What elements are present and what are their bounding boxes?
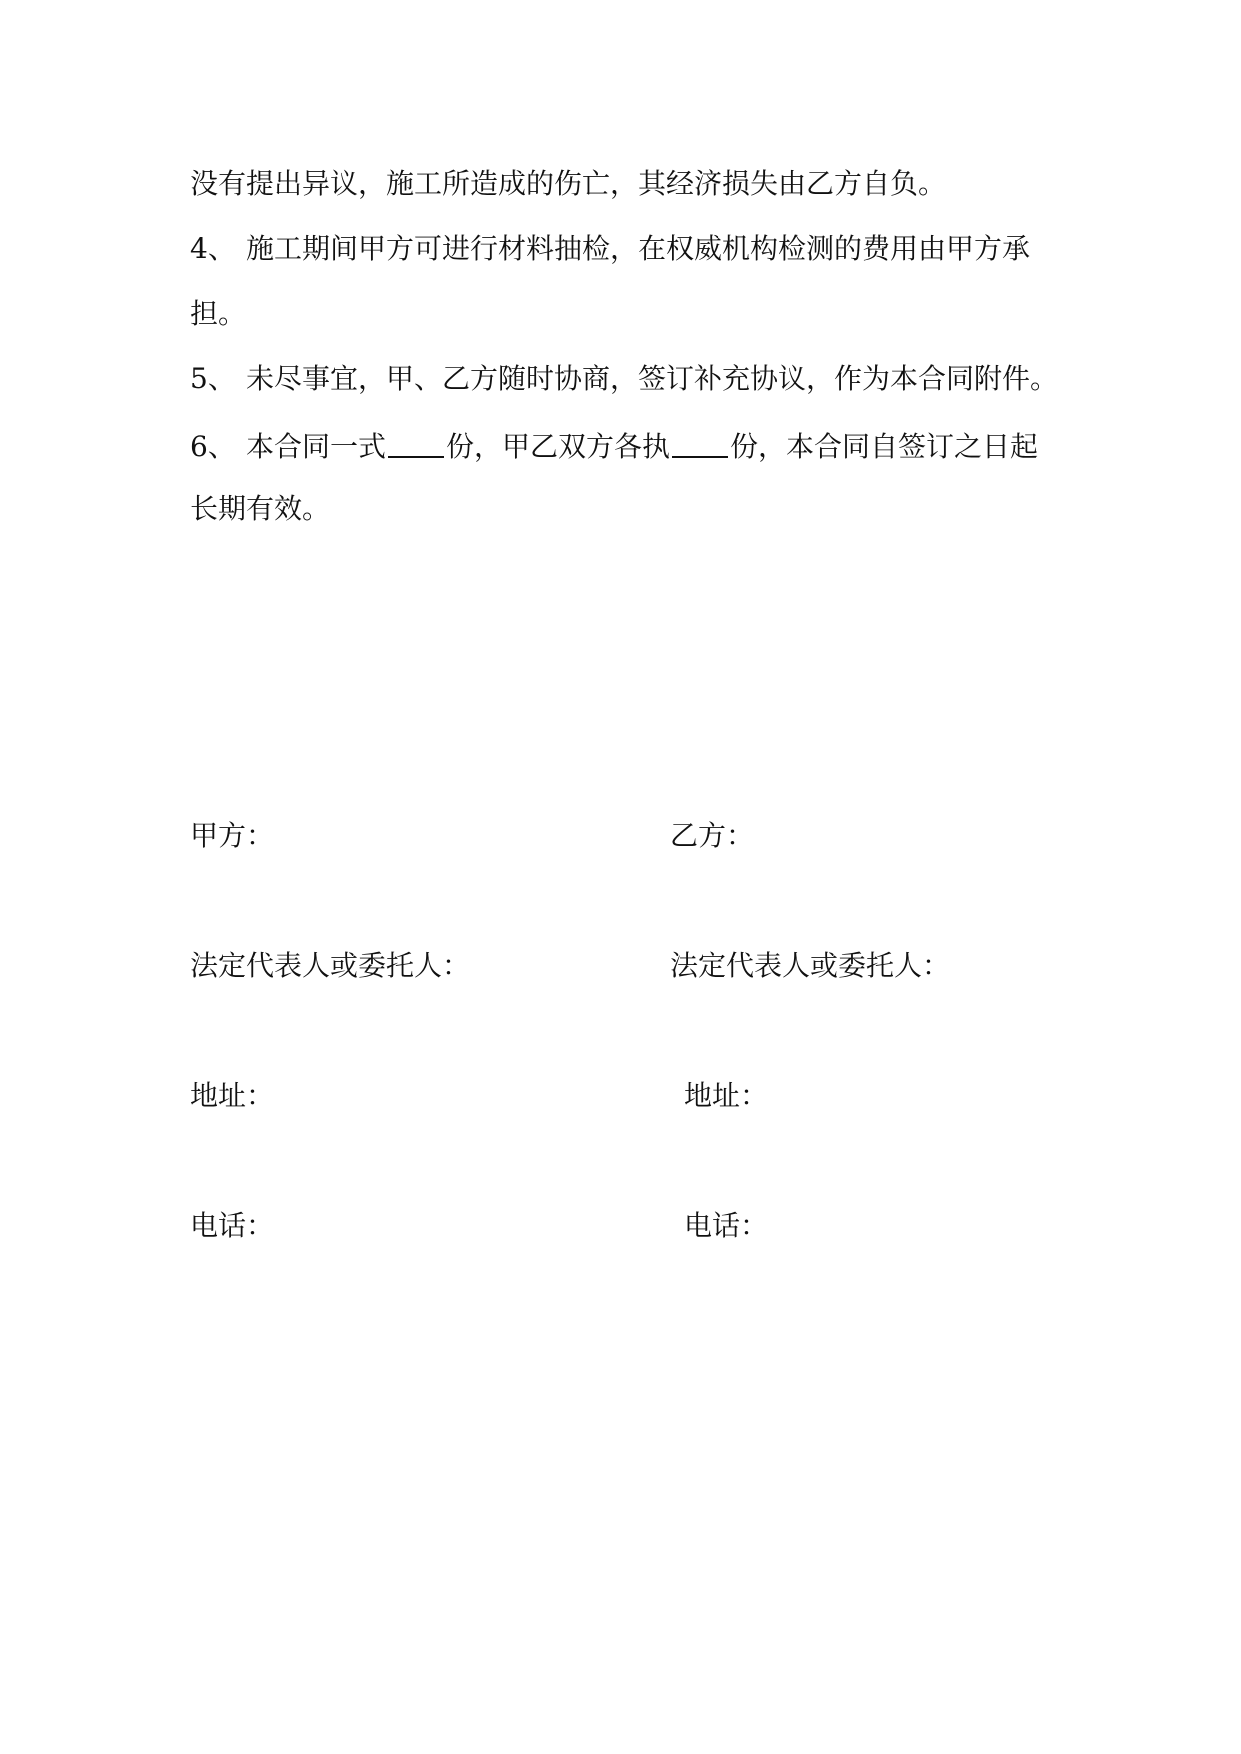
paragraph-line: 没有提出异议，施工所造成的伤亡，其经济损失由乙方自负。 [190,167,947,200]
clause-text: 份，本合同自签订之日起 [730,430,1039,463]
party-b-phone-label: 电话： [684,1209,769,1242]
party-a-address-label: 地址： [190,1079,275,1112]
clause-4-line-2: 担。 [190,297,247,330]
clause-text: 本合同一式 [246,430,387,463]
clause-6-line-2: 长期有效。 [190,492,331,525]
copies-total-blank[interactable] [388,430,444,458]
clause-number: 5、 [190,362,236,395]
party-a-label: 甲方： [190,819,275,852]
party-b-label: 乙方： [670,819,755,852]
clause-number: 6、 [190,430,236,463]
party-a-representative-label: 法定代表人或委托人： [190,949,471,982]
party-b-representative-label: 法定代表人或委托人： [670,949,951,982]
clause-text: 份，甲乙双方各执 [446,430,671,463]
clause-number: 4、 [190,232,236,265]
clause-5-line-1 [190,362,1059,395]
clause-4-line-1 [190,232,1031,265]
clause-6-line-1 [190,430,1038,461]
clause-text: 施工期间甲方可进行材料抽检，在权威机构检测的费用由甲方承 [246,232,1031,265]
party-a-phone-label: 电话： [190,1209,275,1242]
copies-each-blank[interactable] [672,430,728,458]
party-b-address-label: 地址： [684,1079,769,1112]
clause-text: 未尽事宜，甲、乙方随时协商，签订补充协议，作为本合同附件。 [246,362,1059,395]
